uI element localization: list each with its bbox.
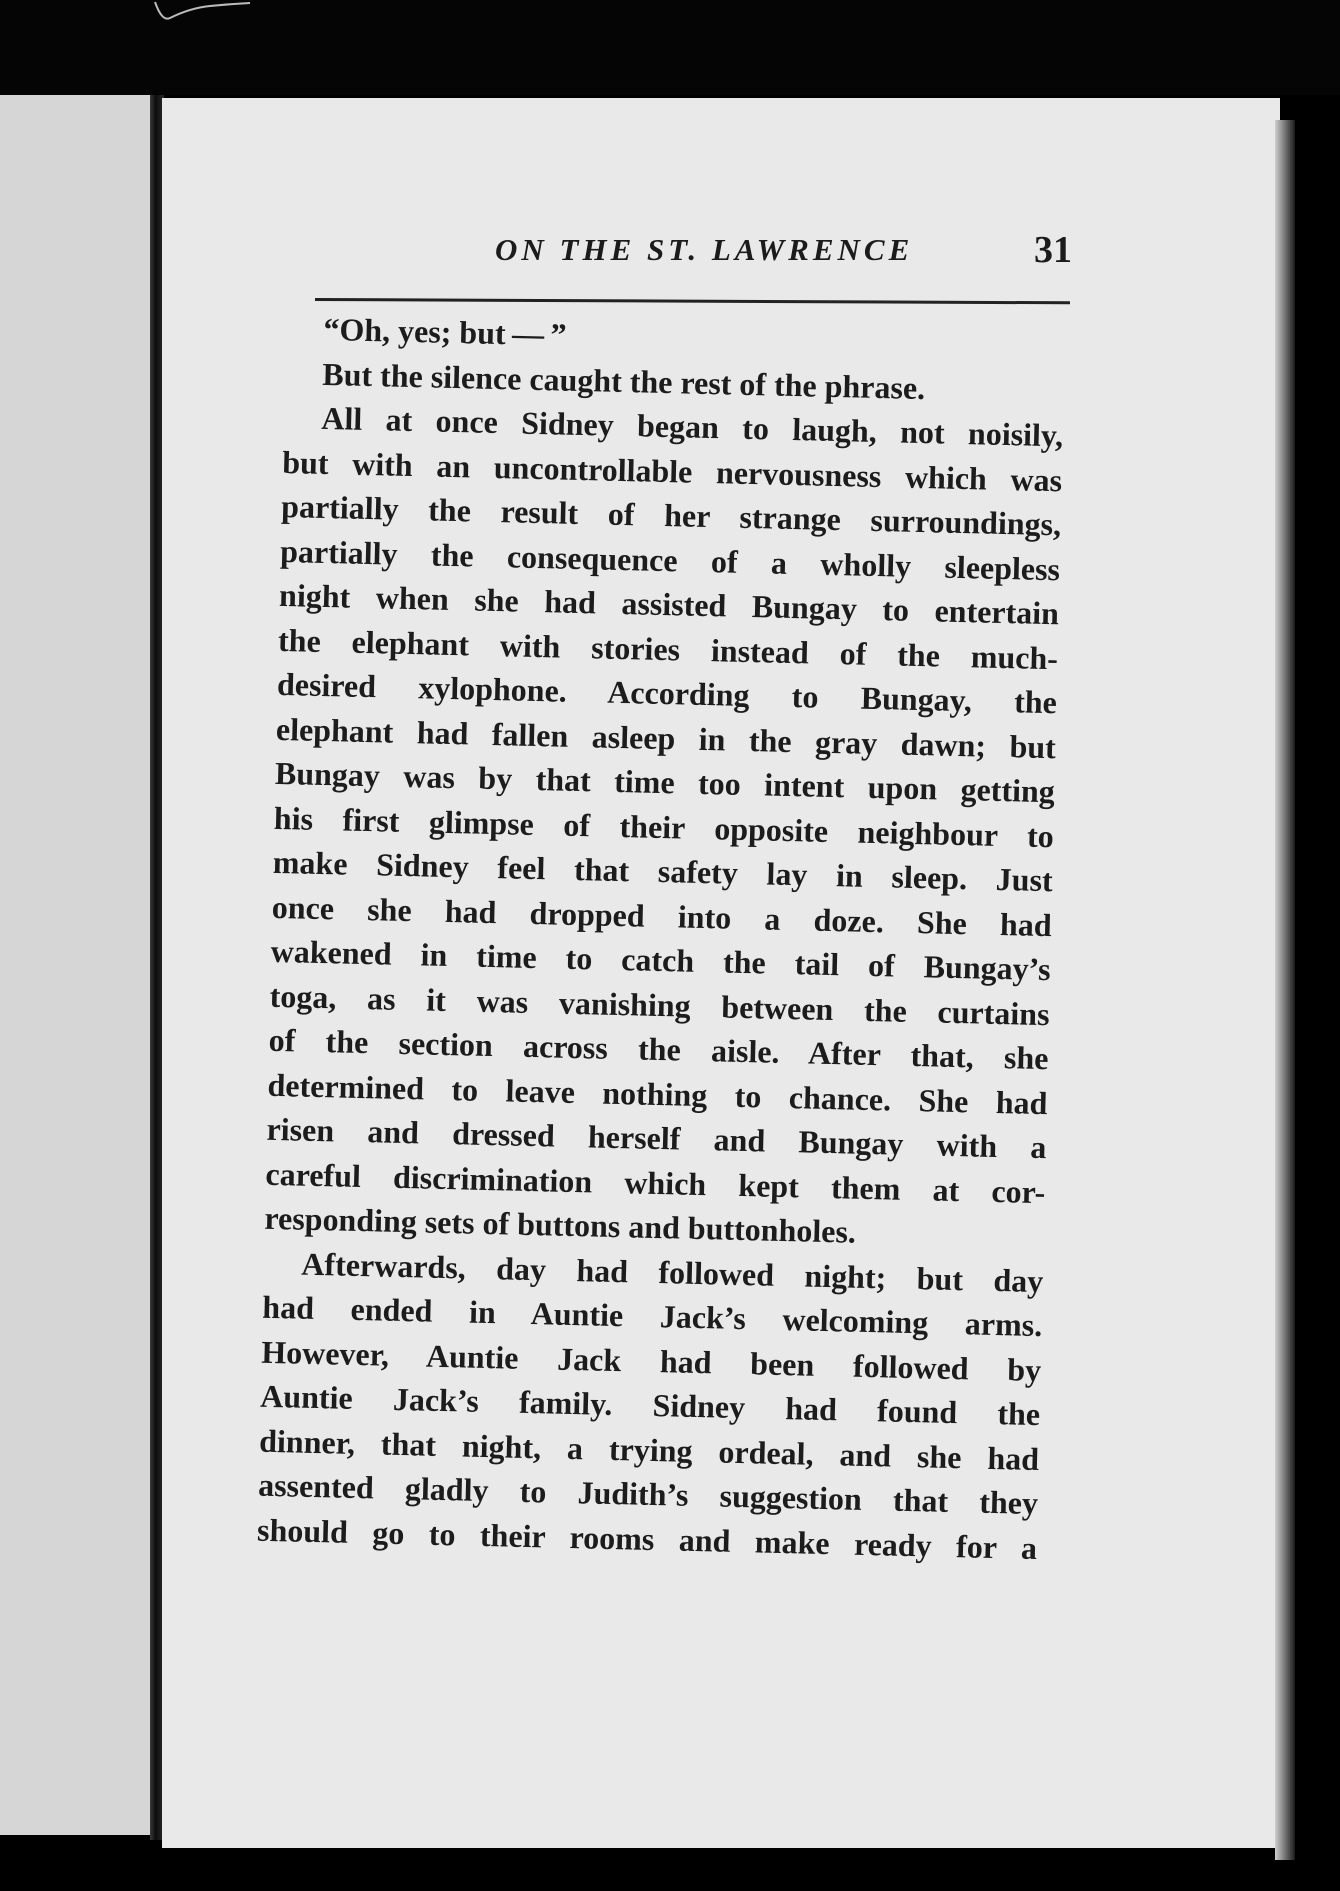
text-line: had ended in Auntie Jack’s welcoming arms. (261, 1288, 1043, 1344)
text-line: partially the result of her strange surroundings, (280, 487, 1062, 543)
text-line: assented gladly to Judith’s suggestion that they (257, 1466, 1039, 1522)
text-line: Bungay was by that time too intent upon getting (274, 754, 1056, 810)
text-line: but with an uncontrollable nervousness which was (281, 443, 1063, 498)
text-line: dinner, that night, a trying ordeal, and she had (258, 1422, 1040, 1477)
body-text (257, 306, 1066, 1570)
text-line: However, Auntie Jack had been followed by (260, 1333, 1042, 1388)
text-line: Afterwards, day had followed night; but day (301, 1245, 1044, 1299)
text-line: desired xylophone. According to Bungay, the (276, 665, 1058, 721)
text-line: careful discrimination which kept them at cor- (265, 1155, 1046, 1210)
text-line: All at once Sidney began to laugh, not noisily, (320, 399, 1064, 454)
text-line: his first glimpse of their opposite neighbour to (273, 799, 1055, 854)
text-line: partially the consequence of a wholly sleepless (279, 532, 1061, 587)
text-line: responding sets of buttons and buttonholes. (264, 1199, 857, 1250)
scan-mark (150, 0, 260, 28)
text-line: wakened in time to catch the tail of Bungay’s (270, 932, 1052, 988)
text-line: risen and dressed herself and Bungay with a (266, 1110, 1047, 1166)
text-line: once she had dropped into a doze. She had (271, 888, 1053, 943)
text-line: night when she had assisted Bungay to entertain (278, 576, 1060, 632)
text-line: But the silence caught the rest of the phrase. (321, 355, 926, 406)
text-line: Auntie Jack’s family. Sidney had found the (259, 1377, 1041, 1433)
running-title: ON THE ST. LAWRENCE (495, 232, 914, 267)
text-line: toga, as it was vanishing between the curtains (269, 977, 1050, 1032)
text-line: elephant had fallen asleep in the gray dawn; but (275, 710, 1057, 765)
page-edge-shadow (1275, 120, 1295, 1860)
text-line: the elephant with stories instead of the much- (277, 621, 1059, 676)
page-number: 31 (1034, 229, 1072, 271)
text-line: determined to leave nothing to chance. She had (267, 1066, 1048, 1121)
page-header (315, 229, 1072, 292)
text-line: “Oh, yes; but — ” (323, 310, 567, 353)
text-line: make Sidney feel that safety lay in sleep. Just (272, 843, 1054, 899)
text-line: should go to their rooms and make ready for a (256, 1511, 1038, 1566)
text-line: of the section across the aisle. After that, she (268, 1021, 1049, 1077)
facing-page-edge (0, 95, 155, 1835)
